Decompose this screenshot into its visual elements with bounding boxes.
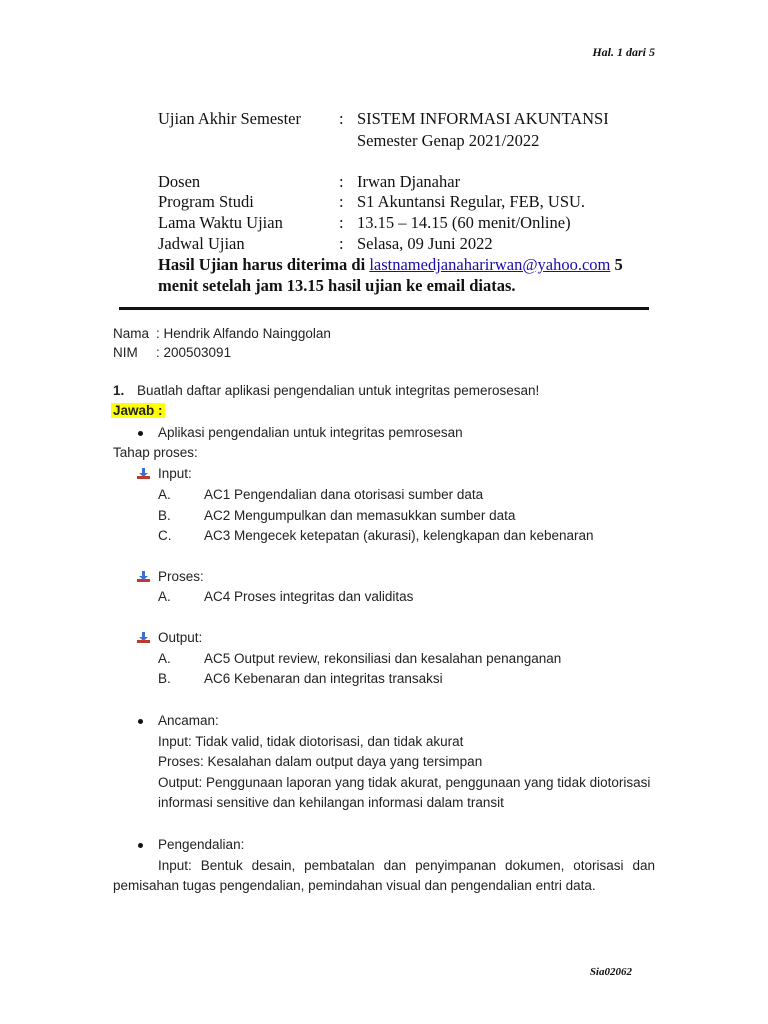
colon: : (339, 213, 344, 232)
ancaman-line: informasi sensitive dan kehilangan informasi dalam transit (158, 795, 504, 810)
list-letter: B. (158, 508, 171, 523)
list-item: AC5 Output review, rekonsiliasi dan kesalahan penanganan (204, 651, 562, 666)
bullet-icon (138, 719, 143, 724)
list-item: AC1 Pengendalian dana otorisasi sumber data (204, 487, 484, 502)
arrow-bullet-icon (137, 571, 151, 583)
program-label: Program Studi (158, 192, 254, 211)
tahap-label: Tahap proses: (113, 445, 198, 460)
question-number: 1. (113, 383, 125, 398)
pengendalian-title: Pengendalian: (158, 837, 245, 852)
page-number: Hal. 1 dari 5 (592, 45, 655, 59)
list-item: AC2 Mengumpulkan dan memasukkan sumber data (204, 508, 516, 523)
pengendalian-line2: pemisahan tugas pengendalian, pemindahan visual dan pengendalian entri data. (113, 878, 596, 893)
list-letter: A. (158, 651, 171, 666)
dosen-label: Dosen (158, 172, 201, 191)
course-title: SISTEM INFORMASI AKUNTANSI (357, 109, 609, 128)
submit-instruction (158, 255, 623, 275)
name-label: Nama (113, 326, 150, 341)
list-letter: C. (158, 528, 172, 543)
schedule-value: Selasa, 09 Juni 2022 (357, 234, 493, 253)
ancaman-line: Output: Penggunaan laporan yang tidak akurat, penggunaan yang tidak diotorisasi (158, 775, 651, 790)
footer-code: Sia02062 (589, 966, 632, 978)
exam-label: Ujian Akhir Semester (158, 109, 301, 128)
input-title: Input: (158, 466, 192, 481)
schedule-label: Jadwal Ujian (158, 234, 245, 253)
bullet-icon (138, 431, 143, 436)
submit-suffix: 5 (610, 255, 623, 274)
list-letter: B. (158, 671, 171, 686)
submit-instruction-line2: menit setelah jam 13.15 hasil ujian ke email diatas. (158, 276, 516, 295)
list-item: AC4 Proses integritas dan validitas (204, 589, 414, 604)
pengendalian-line1: Input: Bentuk desain, pembatalan dan penyimpanan dokumen, otorisasi dan (158, 858, 655, 873)
duration-value: 13.15 – 14.15 (60 menit/Online) (357, 213, 571, 232)
nim-label: NIM (113, 345, 138, 360)
bullet-text: Aplikasi pengendalian untuk integritas pemrosesan (158, 425, 463, 440)
answer-label (111, 403, 165, 418)
colon: : (339, 234, 344, 253)
list-item: AC3 Mengecek ketepatan (akurasi), kelengkapan dan kebenaran (204, 528, 594, 543)
list-letter: A. (158, 589, 171, 604)
divider (119, 307, 649, 310)
list-letter: A. (158, 487, 171, 502)
question-text: Buatlah daftar aplikasi pengendalian untuk integritas pemerosesan! (137, 383, 540, 398)
ancaman-line: Input: Tidak valid, tidak diotorisasi, dan tidak akurat (158, 734, 464, 749)
output-title: Output: (158, 630, 203, 645)
submit-prefix: Hasil Ujian harus diterima di (158, 255, 370, 274)
list-item: AC6 Kebenaran dan integritas transaksi (204, 671, 443, 686)
colon: : (339, 109, 344, 128)
arrow-bullet-icon (137, 468, 151, 480)
nim-value: : 200503091 (156, 345, 232, 360)
bullet-icon (138, 843, 143, 848)
name-value: : Hendrik Alfando Nainggolan (156, 326, 331, 341)
email-link[interactable]: lastnamedjanaharirwan@yahoo.com (369, 255, 611, 274)
duration-label: Lama Waktu Ujian (158, 213, 283, 232)
ancaman-title: Ancaman: (158, 713, 219, 728)
arrow-bullet-icon (137, 632, 151, 644)
program-value: S1 Akuntansi Regular, FEB, USU. (357, 192, 586, 211)
proses-title: Proses: (158, 569, 204, 584)
semester: Semester Genap 2021/2022 (357, 131, 540, 150)
colon: : (339, 192, 344, 211)
dosen-value: Irwan Djanahar (357, 172, 461, 191)
answer-highlight: Jawab : (113, 403, 163, 418)
colon: : (339, 172, 344, 191)
ancaman-line: Proses: Kesalahan dalam output daya yang tersimpan (158, 754, 483, 769)
